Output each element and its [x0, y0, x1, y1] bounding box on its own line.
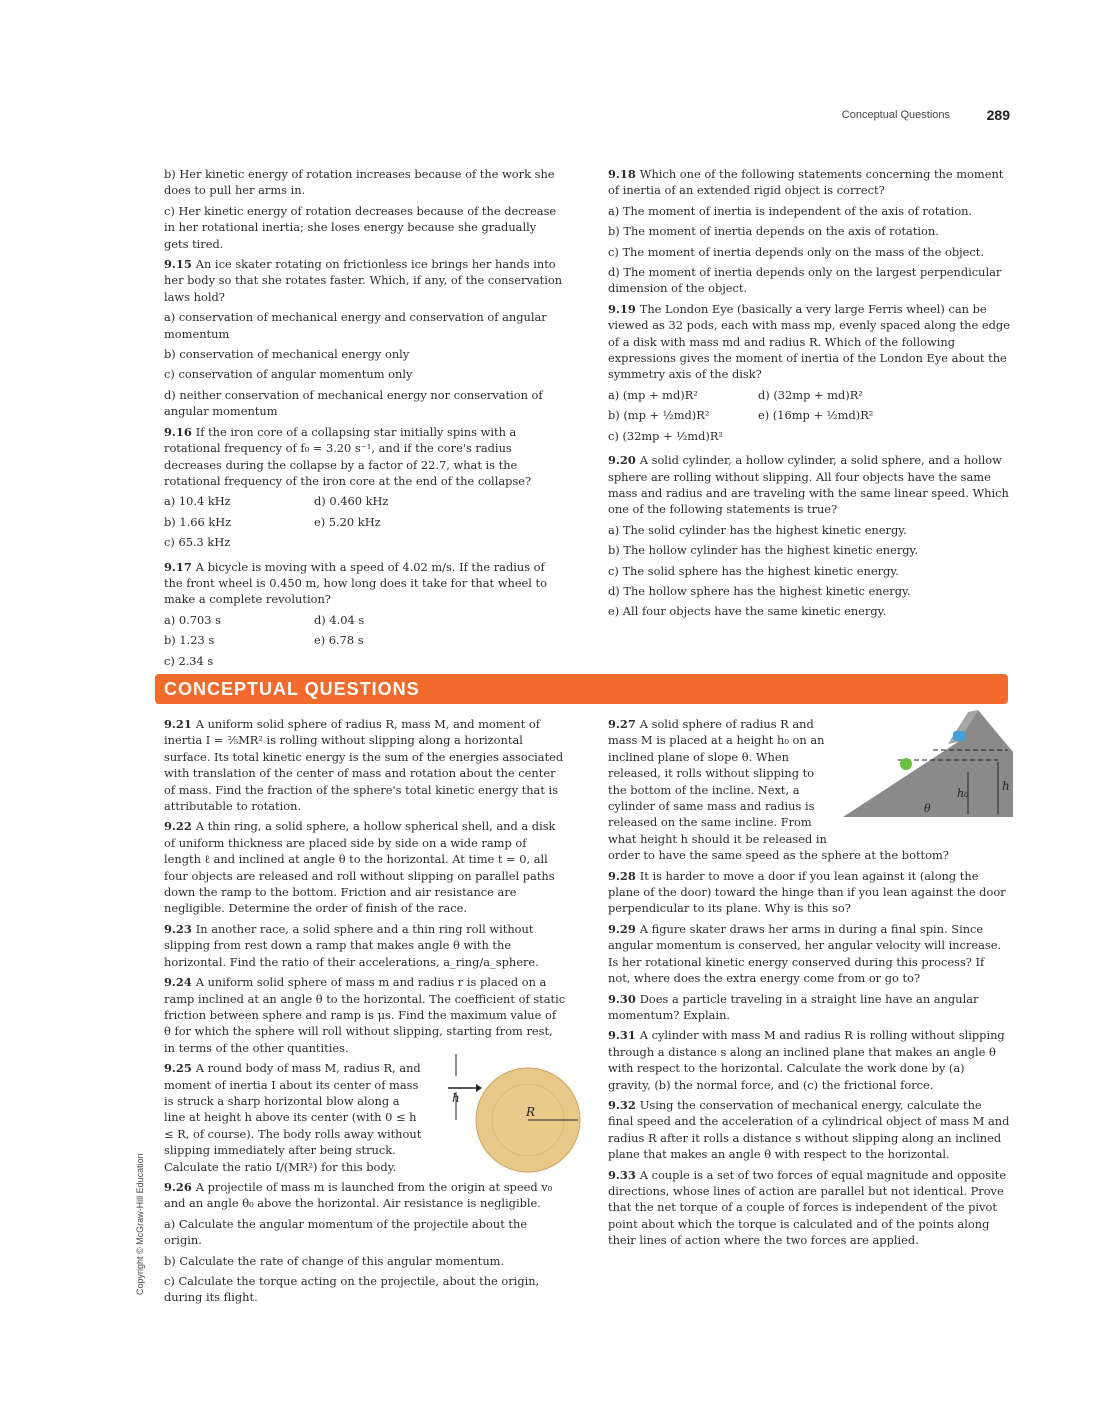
option-b: b) The hollow cylinder has the highest kinetic energy. [608, 543, 919, 558]
option-d: d) 0.460 kHz [314, 494, 389, 509]
question-number: 9.19 [608, 301, 636, 316]
question-number: 9.23 [164, 921, 192, 936]
question-number: 9.29 [608, 921, 636, 936]
question-9-26 [164, 1179, 566, 1212]
section-title: Conceptual Questions [841, 109, 950, 121]
question-text: Which one of the following statements concerning the moment of inertia of an extended rigid object is correct? [608, 167, 1004, 198]
question-text: A couple is a set of two forces of equal magnitude and opposite directions, whose lines of action are parallel but not identical. Prove that the net torque of a couple of forces is independent of the pivot point about which the torque is calculated and of the points along their lines of action where the two forces are applied. [608, 1167, 1007, 1248]
question-text: A solid cylinder, a hollow cylinder, a solid sphere, and a hollow sphere are rolling without slipping. All four objects have the same mass and radius and are traveling with the same linear speed. Which one of the following statements is true? [608, 453, 1009, 517]
question-text: A bicycle is moving with a speed of 4.02 m/s. If the radius of the front wheel is 0.450 m, how long does it take for that wheel to make a complete revolution? [164, 559, 547, 607]
option-b: b) 1.23 s [164, 633, 215, 648]
question-9-24 [164, 974, 566, 1056]
question-9-20 [608, 452, 1010, 518]
page-header [0, 107, 1118, 127]
option-c: c) Calculate the torque acting on the projectile, about the origin, during its flight. [164, 1274, 540, 1305]
copyright-notice: Copyright © McGraw-Hill Education [135, 1153, 145, 1295]
question-number: 9.30 [608, 991, 636, 1006]
option-b: b) (mp + ½md)R² [608, 408, 710, 423]
question-text: In another race, a solid sphere and a thin ring roll without slipping from rest down a ramp that makes angle θ with the horizontal. Find the ratio of their accelerations, a_ring/a_sphere. [164, 921, 539, 969]
question-number: 9.28 [608, 868, 636, 883]
option-a: a) The solid cylinder has the highest kinetic energy. [608, 522, 907, 537]
option-a: a) 0.703 s [164, 612, 221, 627]
left-top-column [164, 166, 564, 677]
question-text: A projectile of mass m is launched from the origin at speed v₀ and an angle θ₀ above the horizontal. Air resistance is negligible. [164, 1179, 553, 1211]
options-grid [164, 493, 564, 554]
option-e: e) (16mp + ½md)R² [758, 408, 874, 423]
option-c: c) Her kinetic energy of rotation decreases because of the decrease in her rotational inertia; she loses energy because she gradually gets tired. [164, 203, 557, 251]
question-number: 9.26 [164, 1179, 192, 1194]
question-number: 9.16 [164, 424, 192, 439]
question-number: 9.25 [164, 1061, 192, 1076]
option-e: e) All four objects have the same kinetic energy. [608, 604, 887, 619]
question-number: 9.27 [608, 717, 636, 731]
question-text: A cylinder with mass M and radius R is rolling without slipping through a distance s along an inclined plane that makes an angle θ with respect to the horizontal. Calculate the work done by (a) gravity, (b) the normal force, and (c) the frictional force. [608, 1028, 1005, 1092]
question-text: A solid sphere of radius R and mass M is placed at a height h₀ on an inclined plane of slope θ. When released, it rolls without slipping to the bottom of the incline. Next, a cylinder of same mass and radius is released on the same incline. From what height h should it be released in order to have the same speed as the sphere at the bottom? [608, 717, 949, 863]
option-d: d) (32mp + md)R² [758, 387, 863, 402]
question-9-25 [164, 1060, 422, 1175]
sphere [900, 758, 912, 770]
question-9-28 [608, 868, 1010, 917]
question-text: A thin ring, a solid sphere, a hollow spherical shell, and a disk of uniform thickness are placed side by side on a wide ramp of length ℓ and inclined at angle θ to the horizontal. At time t = 0, all four objects are released and roll without slipping on parallel paths down the ramp to the bottom. Friction and air resistance are negligible. Determine the order of finish of the race. [164, 819, 556, 916]
option-e: e) 5.20 kHz [314, 514, 381, 529]
question-text: A uniform solid sphere of radius R, mass M, and moment of inertia I = ⅖MR² is rolling without slipping along a horizontal surface. Its total kinetic energy is the sum of the energies associated with translation of the center of mass and rotation about the center of mass. Find the fraction of the sphere's total kinetic energy that is attributable to rotation. [164, 717, 564, 814]
question-text: An ice skater rotating on frictionless ice brings her hands into her body so that she rotates faster. Which, if any, of the conservation laws hold? [164, 257, 563, 304]
question-9-22 [164, 818, 566, 916]
option-b: b) Her kinetic energy of rotation increases because of the work she does to pull her arms in. [164, 167, 555, 198]
radius-label: R [526, 1105, 536, 1119]
question-9-29 [608, 921, 1010, 987]
option-c: c) (32mp + ½md)R² [608, 428, 723, 443]
question-9-31 [608, 1027, 1010, 1093]
question-text: A uniform solid sphere of mass m and radius r is placed on a ramp inclined at an angle θ to the horizontal. The coefficient of static friction between sphere and ramp is μs. Find the maximum value of θ for which the sphere will roll without slipping, starting from rest, in terms of the other quantities. [164, 975, 566, 1055]
option-d: d) neither conservation of mechanical energy nor conservation of angular momentum [164, 387, 543, 419]
question-9-18 [608, 166, 1010, 199]
question-number: 9.15 [164, 257, 192, 272]
question-number: 9.17 [164, 559, 192, 574]
section-banner-title: CONCEPTUAL QUESTIONS [164, 679, 420, 699]
question-number: 9.18 [608, 167, 636, 181]
option-d: d) 4.04 s [314, 612, 365, 627]
question-9-15 [164, 256, 564, 305]
initial-height-label: h₀ [957, 787, 969, 800]
h-label: h [452, 1091, 460, 1105]
option-b: b) 1.66 kHz [164, 514, 232, 529]
question-text: If the iron core of a collapsing star initially spins with a rotational frequency of f₀ = 3.20 s⁻¹, and if the core's radius decreases during the collapse by a factor of 22.7, what is the rotational frequency of the iron core at the end of the collapse? [164, 424, 532, 488]
option-d: d) The hollow sphere has the highest kinetic energy. [608, 583, 911, 598]
question-text: Does a particle traveling in a straight line have an angular momentum? Explain. [608, 991, 979, 1022]
question-number: 9.24 [164, 975, 192, 990]
angle-label: θ [924, 802, 931, 815]
question-text: Using the conservation of mechanical energy, calculate the final speed and the acceleration of a cylindrical object of mass M and radius R after it rolls a distance s without slipping along an inclined plane that makes an angle θ with respect to the horizontal. [608, 1097, 1010, 1162]
question-9-32 [608, 1097, 1010, 1163]
option-b: b) The moment of inertia depends on the axis of rotation. [608, 224, 939, 239]
question-text: A figure skater draws her arms in during a final spin. Since angular momentum is conserved, her angular velocity will increase. Is her rotational kinetic energy conserved during this process? If not, where does the extra energy come from or go to? [608, 921, 1002, 986]
option-a: a) 10.4 kHz [164, 494, 231, 509]
option-a: a) conservation of mechanical energy and conservation of angular momentum [164, 310, 547, 341]
question-number: 9.31 [608, 1028, 636, 1043]
question-number: 9.33 [608, 1167, 636, 1182]
options-grid [164, 612, 564, 673]
incline-figure [838, 702, 1013, 832]
question-number: 9.21 [164, 717, 192, 731]
right-top-column [608, 166, 1010, 624]
question-text: The London Eye (basically a very large Ferris wheel) can be viewed as 32 pods, each with mass mp, evenly spaced along the edge of a disk with mass md and radius R. Which of the following expressions gives the moment of inertia of the London Eye about the symmetry axis of the disk? [608, 301, 1010, 382]
option-c: c) The moment of inertia depends only on the mass of the object. [608, 244, 984, 259]
question-9-16 [164, 424, 564, 490]
option-c: c) 2.34 s [164, 653, 214, 668]
question-9-19 [608, 301, 1010, 383]
section-banner [155, 674, 1008, 704]
option-b: b) conservation of mechanical energy only [164, 347, 410, 362]
option-a: a) Calculate the angular momentum of the projectile about the origin. [164, 1216, 528, 1248]
option-d: d) The moment of inertia depends only on the largest perpendicular dimension of the object. [608, 265, 1002, 296]
question-text: It is harder to move a door if you lean against it (along the plane of the door) toward the hinge than if you lean against the door perpendicular to its plane. Why is this so? [608, 868, 1006, 916]
option-a: a) The moment of inertia is independent of the axis of rotation. [608, 203, 973, 218]
page-number: 289 [986, 107, 1010, 123]
option-a: a) (mp + md)R² [608, 387, 698, 402]
option-c: c) 65.3 kHz [164, 535, 231, 550]
question-9-17 [164, 559, 564, 608]
question-number: 9.22 [164, 819, 192, 834]
question-number: 9.32 [608, 1097, 636, 1112]
ramp-face [843, 710, 1013, 817]
question-9-33 [608, 1167, 1010, 1249]
question-text: A round body of mass M, radius R, and moment of inertia I about its center of mass is struck a sharp horizontal blow along a line at height h above its center (with 0 ≤ h ≤ R, of course). The body rolls away without slipping immediately after being struck. Calculate the ratio I/(MR²) for this body. [164, 1061, 422, 1174]
question-9-21 [164, 716, 566, 814]
blow-arrowhead [476, 1084, 482, 1092]
option-e: e) 6.78 s [314, 633, 364, 648]
cylinder [953, 731, 965, 741]
option-c: c) conservation of angular momentum only [164, 367, 413, 382]
question-9-30 [608, 991, 1010, 1024]
left-bottom-column [164, 716, 566, 1310]
question-number: 9.20 [608, 453, 636, 468]
height-label: h [1002, 779, 1010, 793]
question-9-23 [164, 921, 566, 970]
options-grid [608, 387, 1010, 448]
disk-figure [428, 1052, 593, 1182]
option-b: b) Calculate the rate of change of this angular momentum. [164, 1253, 505, 1268]
option-c: c) The solid sphere has the highest kinetic energy. [608, 563, 899, 578]
